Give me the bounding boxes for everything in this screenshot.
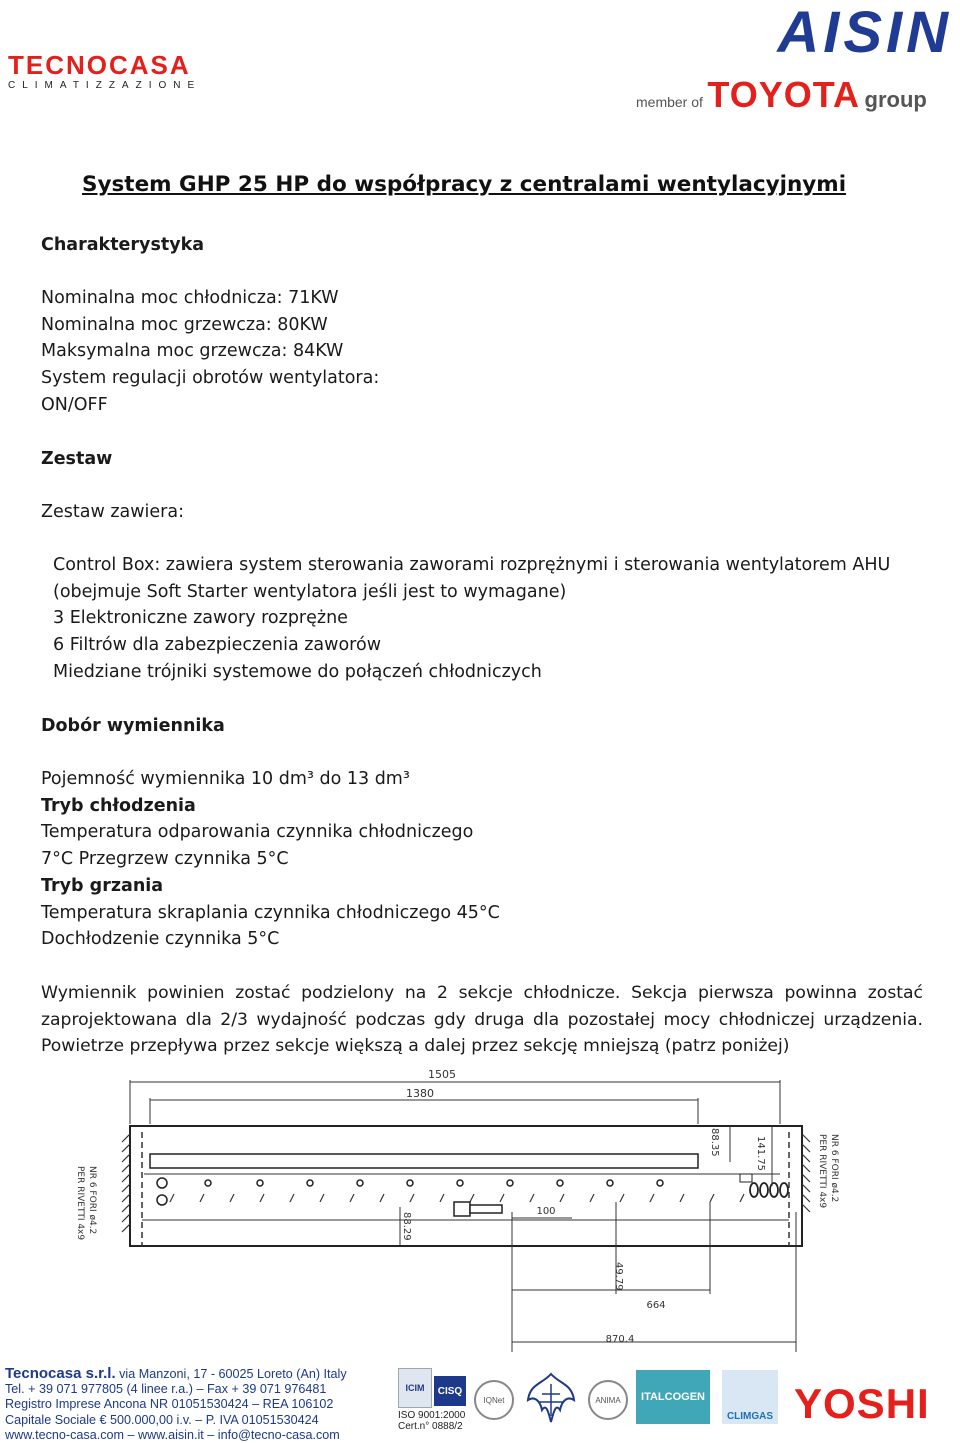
right-note-line1: NR 6 FORI ø4.2 (829, 1134, 839, 1203)
dim-bottom: 49.79 (613, 1262, 624, 1291)
climgas-logo: CLIMGAS (722, 1370, 778, 1424)
capacity-line: Pojemność wymiennika 10 dm³ do 13 dm³ (41, 769, 410, 789)
paragraph-line: Wymiennik powinien zostać podzielony na 2 sekcje chłodnicze. Sekcja pierwsza powinna zostać (41, 983, 923, 1003)
kit-heading: Zestaw (41, 449, 113, 469)
kit-item: 6 Filtrów dla zabezpieczenia zaworów (53, 635, 382, 656)
tecnocasa-logo (8, 52, 248, 92)
member-of-label: member of (636, 94, 703, 110)
characteristic-line: Nominalna moc grzewcza: 80KW (41, 314, 328, 335)
kit-items-list (53, 552, 890, 686)
cooling-mode-heading: Tryb chłodzenia (41, 795, 196, 816)
cooling-line: Temperatura odparowania czynnika chłodniczego (41, 822, 474, 843)
kit-item: Control Box: zawiera system sterowania zaworami rozprężnymi i sterowania wentylatorem AHU (53, 555, 891, 575)
dim-height-top: 88.35 (709, 1128, 720, 1157)
dim-bottom-mid: 664 (646, 1300, 666, 1311)
characteristics-list (41, 285, 379, 419)
document-title: System GHP 25 HP do współpracy z centralami wentylacyjnymi (82, 172, 847, 197)
toyota-group-logo (636, 74, 954, 114)
characteristic-line: Maksymalna moc grzewcza: 84KW (41, 341, 344, 362)
exchanger-frame (130, 1126, 802, 1246)
description-paragraph (41, 980, 923, 1060)
icim-logo: ICIM (398, 1368, 432, 1408)
group-label: group (864, 87, 927, 112)
selection-heading: Dobór wymiennika (41, 716, 225, 736)
footer-phone: Tel. + 39 071 977805 (4 linee r.a.) – Fax + 39 071 976481 (5, 1382, 327, 1397)
top-dimension-lines (130, 1080, 780, 1124)
selection-block (41, 766, 500, 953)
left-note-line2: PER RIVETTI 4x9 (75, 1166, 85, 1241)
cisq-logo: CISQ (434, 1376, 466, 1406)
anima-logo: ANIMA (588, 1380, 628, 1420)
yoshi-logo: YOSHI (794, 1380, 930, 1427)
connector-block (740, 1174, 752, 1182)
heat-exchanger-drawing (60, 1062, 860, 1356)
footer-capital: Capitale Sociale € 500.000,00 i.v. – P. IVA 01051530424 (5, 1412, 319, 1427)
left-edge-ticks (122, 1134, 130, 1232)
heating-line: Temperatura skraplania czynnika chłodniczego 45°C (41, 902, 500, 923)
confindustria-eagle-icon (524, 1370, 578, 1426)
dim-height-right: 141.75 (755, 1136, 766, 1171)
dim-bottom-total: 870.4 (605, 1334, 635, 1345)
aisin-logo: AISIN (777, 0, 952, 65)
heating-mode-heading: Tryb grzania (41, 875, 164, 896)
iqnet-logo: IQNet (474, 1380, 514, 1420)
dim-overall: 1505 (428, 1068, 456, 1081)
footer-contact (5, 1366, 347, 1443)
cooling-line: 7°C Przegrzew czynnika 5°C (41, 849, 289, 870)
characteristic-line: System regulacji obrotów wentylatora: (41, 368, 380, 389)
dim-pipe: 100 (536, 1206, 556, 1217)
footer-registry: Registro Imprese Ancona NR 01051530424 – REA 106102 (5, 1397, 334, 1412)
kit-item: 3 Elektroniczne zawory rozprężne (53, 608, 348, 629)
tecnocasa-logo-name: TECNOCASA (8, 50, 191, 80)
heating-line: Dochłodzenie czynnika 5°C (41, 929, 280, 950)
dim-pipe-left: 88.29 (401, 1212, 412, 1241)
right-note-line2: PER RIVETTI 4x9 (817, 1134, 827, 1209)
tecnocasa-logo-subtitle: CLIMATIZZAZIONE (8, 80, 202, 91)
kit-item: Miedziane trójniki systemowe do połączeń chłodniczych (53, 661, 542, 682)
footer-company: Tecnocasa s.r.l. (5, 1365, 116, 1382)
certification-logos (396, 1366, 956, 1438)
footer-address: via Manzoni, 17 - 60025 Loreto (An) Italy (119, 1367, 347, 1381)
characteristics-heading: Charakterystyka (41, 235, 205, 255)
right-edge-ticks (802, 1134, 810, 1212)
iso-certification (398, 1410, 465, 1432)
footer-web[interactable]: www.tecno-casa.com – www.aisin.it – info@tecno-casa.com (5, 1427, 340, 1442)
characteristic-line: ON/OFF (41, 394, 108, 415)
dim-inner: 1380 (406, 1087, 434, 1100)
paragraph-line: Powietrze przepływa przez sekcje większą a dalej przez sekcję mniejszą (patrz poniżej) (41, 1036, 790, 1057)
italcogen-logo: ITALCOGEN (636, 1370, 710, 1424)
left-note-line1: NR 6 FORI ø4.2 (87, 1166, 97, 1235)
iso-label: ISO 9001:2000 (398, 1410, 466, 1421)
toyota-logo-name: TOYOTA (707, 74, 861, 115)
kit-item: (obejmuje Soft Starter wentylatora jeśli jest to wymagane) (53, 581, 567, 602)
characteristic-line: Nominalna moc chłodnicza: 71KW (41, 288, 339, 308)
kit-intro: Zestaw zawiera: (41, 502, 184, 522)
cert-number: Cert.n° 0888/2 (398, 1421, 463, 1432)
header-tube (150, 1154, 698, 1168)
paragraph-line: zaprojektowana dla 2/3 wydajność podczas gdy druga dla pozostałej mocy chłodniczej urządzenia. (41, 1009, 923, 1030)
